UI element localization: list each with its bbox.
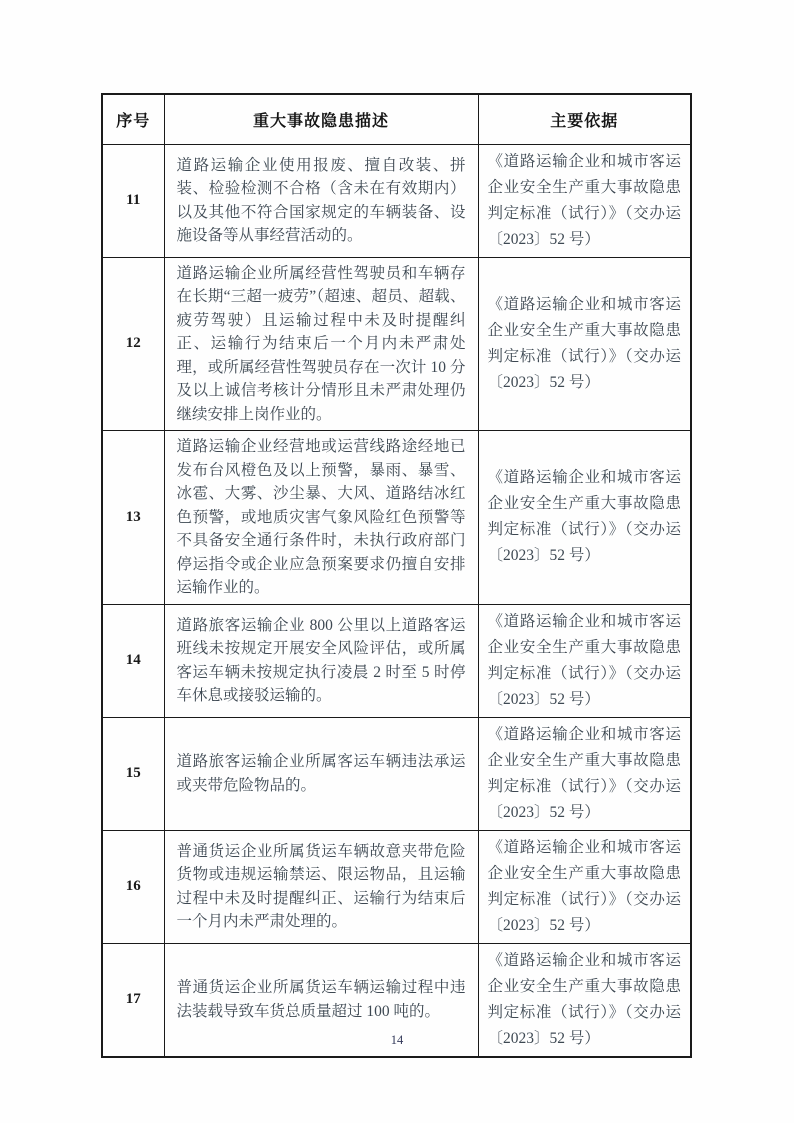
header-row (102, 94, 691, 144)
header-cell-description: 重大事故隐患描述 (164, 94, 478, 144)
row-number-cell: 14 (102, 604, 164, 717)
row-number-cell: 12 (102, 257, 164, 431)
table-row (102, 830, 691, 943)
table-row (102, 717, 691, 830)
hazard-description-cell: 道路旅客运输企业 800 公里以上道路客运班线未按规定开展安全风险评估，或所属客运车辆未按规定执行凌晨 2 时至 5 时停车休息或接驳运输的。 (164, 604, 478, 717)
hazard-description-cell: 道路运输企业所属经营性驾驶员和车辆存在长期“三超一疲劳”（超速、超员、超载、疲劳驾驶）且运输过程中未及时提醒纠正、运输行为结束后一个月内未严肃处理，或所属经营性驾驶员存在一次计 10 分及以上诚信考核计分情形且未严肃处理仍继续安排上岗作业的。 (164, 257, 478, 431)
legal-basis-cell: 《道路运输企业和城市客运企业安全生产重大事故隐患判定标准（试行）》（交办运〔2023〕52 号） (478, 830, 691, 943)
table-body (102, 144, 691, 1057)
header-cell-basis: 主要依据 (478, 94, 691, 144)
legal-basis-cell: 《道路运输企业和城市客运企业安全生产重大事故隐患判定标准（试行）》（交办运〔2023〕52 号） (478, 431, 691, 605)
legal-basis-cell: 《道路运输企业和城市客运企业安全生产重大事故隐患判定标准（试行）》（交办运〔2023〕52 号） (478, 943, 691, 1057)
hazard-table (101, 93, 692, 1058)
hazard-table-header (102, 94, 691, 144)
row-number-cell: 13 (102, 431, 164, 605)
hazard-description-cell: 普通货运企业所属货运车辆运输过程中违法装载导致车货总质量超过 100 吨的。 (164, 943, 478, 1057)
legal-basis-cell: 《道路运输企业和城市客运企业安全生产重大事故隐患判定标准（试行）》（交办运〔2023〕52 号） (478, 717, 691, 830)
table-row (102, 257, 691, 431)
header-cell-no: 序号 (102, 94, 164, 144)
hazard-description-cell: 普通货运企业所属货运车辆故意夹带危险货物或违规运输禁运、限运物品，且运输过程中未及时提醒纠正、运输行为结束后一个月内未严肃处理的。 (164, 830, 478, 943)
hazard-description-cell: 道路旅客运输企业所属客运车辆违法承运或夹带危险物品的。 (164, 717, 478, 830)
row-number-cell: 11 (102, 144, 164, 257)
table-row (102, 431, 691, 605)
row-number-cell: 16 (102, 830, 164, 943)
legal-basis-cell: 《道路运输企业和城市客运企业安全生产重大事故隐患判定标准（试行）》（交办运〔2023〕52 号） (478, 257, 691, 431)
table-row (102, 144, 691, 257)
legal-basis-cell: 《道路运输企业和城市客运企业安全生产重大事故隐患判定标准（试行）》（交办运〔2023〕52 号） (478, 144, 691, 257)
table-row (102, 604, 691, 717)
legal-basis-cell: 《道路运输企业和城市客运企业安全生产重大事故隐患判定标准（试行）》（交办运〔2023〕52 号） (478, 604, 691, 717)
hazard-description-cell: 道路运输企业经营地或运营线路途经地已发布台风橙色及以上预警，暴雨、暴雪、冰雹、大雾、沙尘暴、大风、道路结冰红色预警，或地质灾害气象风险红色预警等不具备安全通行条件时，未执行政府部门停运指令或企业应急预案要求仍擅自安排运输作业的。 (164, 431, 478, 605)
page-number: 14 (390, 1033, 404, 1047)
hazard-description-cell: 道路运输企业使用报废、擅自改装、拼装、检验检测不合格（含未在有效期内）以及其他不符合国家规定的车辆装备、设施设备等从事经营活动的。 (164, 144, 478, 257)
row-number-cell: 15 (102, 717, 164, 830)
row-number-cell: 17 (102, 943, 164, 1057)
